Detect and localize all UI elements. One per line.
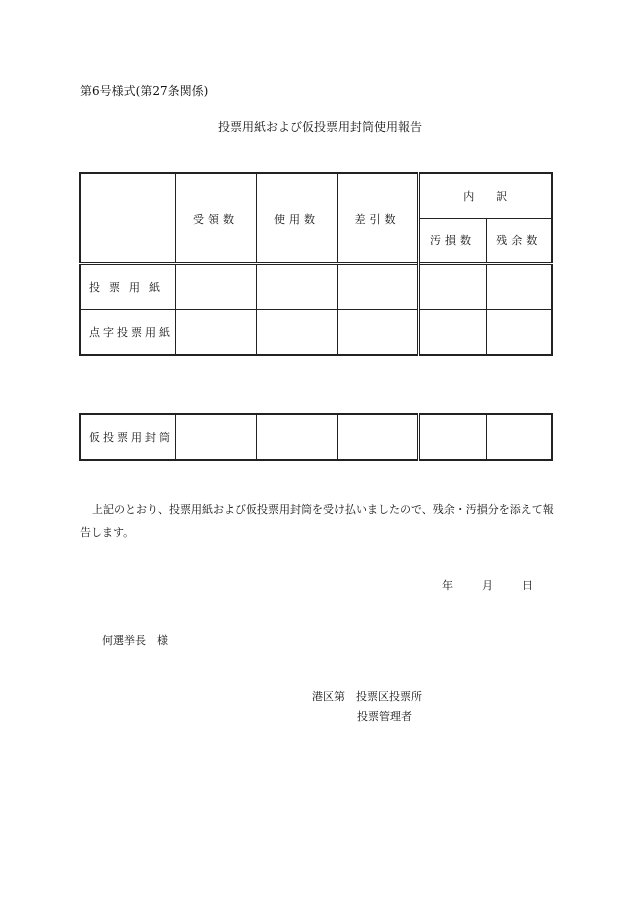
damaged-cell[interactable] xyxy=(418,263,486,309)
report-statement: 上記のとおり、投票用紙および仮投票用封筒を受け払いましたので、残余・汚損分を添えて報告します。 xyxy=(80,503,554,539)
balance-cell[interactable] xyxy=(337,263,418,309)
damaged-cell[interactable] xyxy=(418,309,486,355)
row-label: 点字投票用紙 xyxy=(80,309,175,355)
usage-report-table xyxy=(79,172,553,356)
remaining-cell[interactable] xyxy=(486,309,552,355)
balance-cell[interactable] xyxy=(337,309,418,355)
header-remaining: 残余数 xyxy=(486,218,552,263)
date-line xyxy=(442,577,533,593)
received-cell[interactable] xyxy=(175,414,256,460)
form-number: 第6号様式(第27条関係) xyxy=(80,84,209,98)
used-cell[interactable] xyxy=(256,309,337,355)
table-row-braille-ballot-paper xyxy=(80,309,552,355)
header-used: 使用数 xyxy=(256,173,337,263)
remaining-cell[interactable] xyxy=(486,263,552,309)
header-received: 受領数 xyxy=(175,173,256,263)
envelope-usage-table xyxy=(79,413,553,461)
polling-manager: 投票管理者 xyxy=(357,710,412,723)
received-cell[interactable] xyxy=(175,309,256,355)
addressee: 何選挙長 様 xyxy=(102,634,168,647)
used-cell[interactable] xyxy=(256,414,337,460)
remaining-cell[interactable] xyxy=(486,414,552,460)
row-label: 仮投票用封筒 xyxy=(80,414,175,460)
document-title: 投票用紙および仮投票用封筒使用報告 xyxy=(217,120,422,134)
date-year: 年 xyxy=(442,579,453,592)
row-label: 投票用紙 xyxy=(80,263,175,309)
header-damaged: 汚損数 xyxy=(418,218,486,263)
header-breakdown: 内訳 xyxy=(418,173,552,218)
header-balance: 差引数 xyxy=(337,173,418,263)
used-cell[interactable] xyxy=(256,263,337,309)
table-row-ballot-paper xyxy=(80,263,552,309)
damaged-cell[interactable] xyxy=(418,414,486,460)
date-month: 月 xyxy=(482,579,493,592)
balance-cell[interactable] xyxy=(337,414,418,460)
polling-station: 港区第 投票区投票所 xyxy=(312,690,422,703)
received-cell[interactable] xyxy=(175,263,256,309)
header-blank-cell xyxy=(80,173,175,263)
table-row-provisional-envelope xyxy=(80,414,552,460)
date-day: 日 xyxy=(522,579,533,592)
